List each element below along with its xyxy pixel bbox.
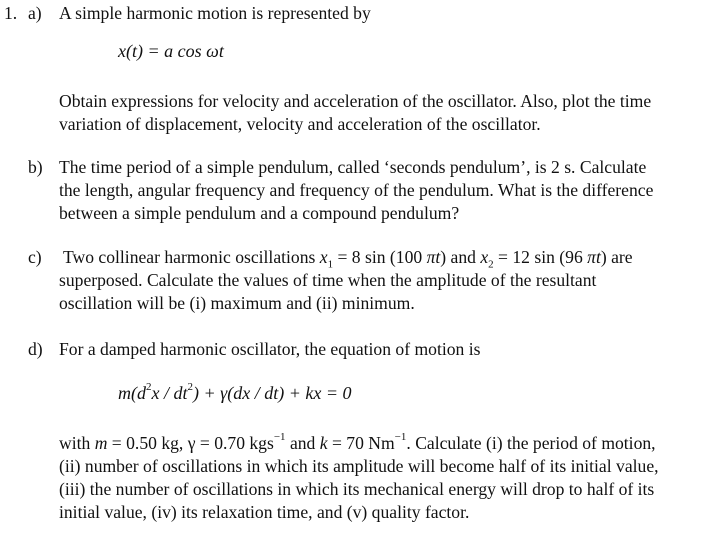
part-d-text-line-2: (ii) number of oscillations in which its amplitude will become half of its initial value, xyxy=(59,456,659,476)
part-a-intro: A simple harmonic motion is represented by xyxy=(59,3,371,23)
part-a-equation: x(t) = a cos ωt xyxy=(118,41,224,61)
part-d-text-line-1: with m = 0.50 kg, γ = 0.70 kgs$^{-1}$ and k = 70 $Nm^{-1}$. Calculate (i) the period of motion, xyxy=(59,431,656,453)
part-d-equation: $m(d^2x / dt^2) + \gamma(dx / dt)$ + kx = 0 xyxy=(118,381,352,403)
part-a-label: a) xyxy=(28,3,42,23)
question-number: 1. xyxy=(4,3,18,23)
part-b-text-line-1: The time period of a simple pendulum, called ‘seconds pendulum’, is 2 s. Calculate xyxy=(59,157,647,177)
part-d-intro: For a damped harmonic oscillator, the equation of motion is xyxy=(59,339,481,359)
part-c-label: c) xyxy=(28,247,42,267)
part-c-text-line-1: Two collinear harmonic oscillations $x_1 = 8$ sin (100 πt) and $x_2 = 12$ sin (96 πt) are xyxy=(63,247,633,271)
part-c-text-line-3: oscillation will be (i) maximum and (ii) minimum. xyxy=(59,293,415,313)
part-b-label: b) xyxy=(28,157,43,177)
part-b-text-line-3: between a simple pendulum and a compound pendulum? xyxy=(59,203,460,223)
part-d-text-line-4: initial value, (iv) its relaxation time, and (v) quality factor. xyxy=(59,502,470,522)
part-a-text-line-1: Obtain expressions for velocity and acceleration of the oscillator. Also, plot the time xyxy=(59,91,652,111)
part-d-label: d) xyxy=(28,339,43,359)
part-b-text-line-2: the length, angular frequency and frequency of the pendulum. What is the difference xyxy=(59,180,654,200)
part-c-text-line-2: superposed. Calculate the values of time when the amplitude of the resultant xyxy=(59,270,597,290)
part-d-text-line-3: (iii) the number of oscillations in which its mechanical energy will drop to half of its xyxy=(59,479,655,499)
part-a-text-line-2: variation of displacement, velocity and acceleration of the oscillator. xyxy=(59,114,541,134)
